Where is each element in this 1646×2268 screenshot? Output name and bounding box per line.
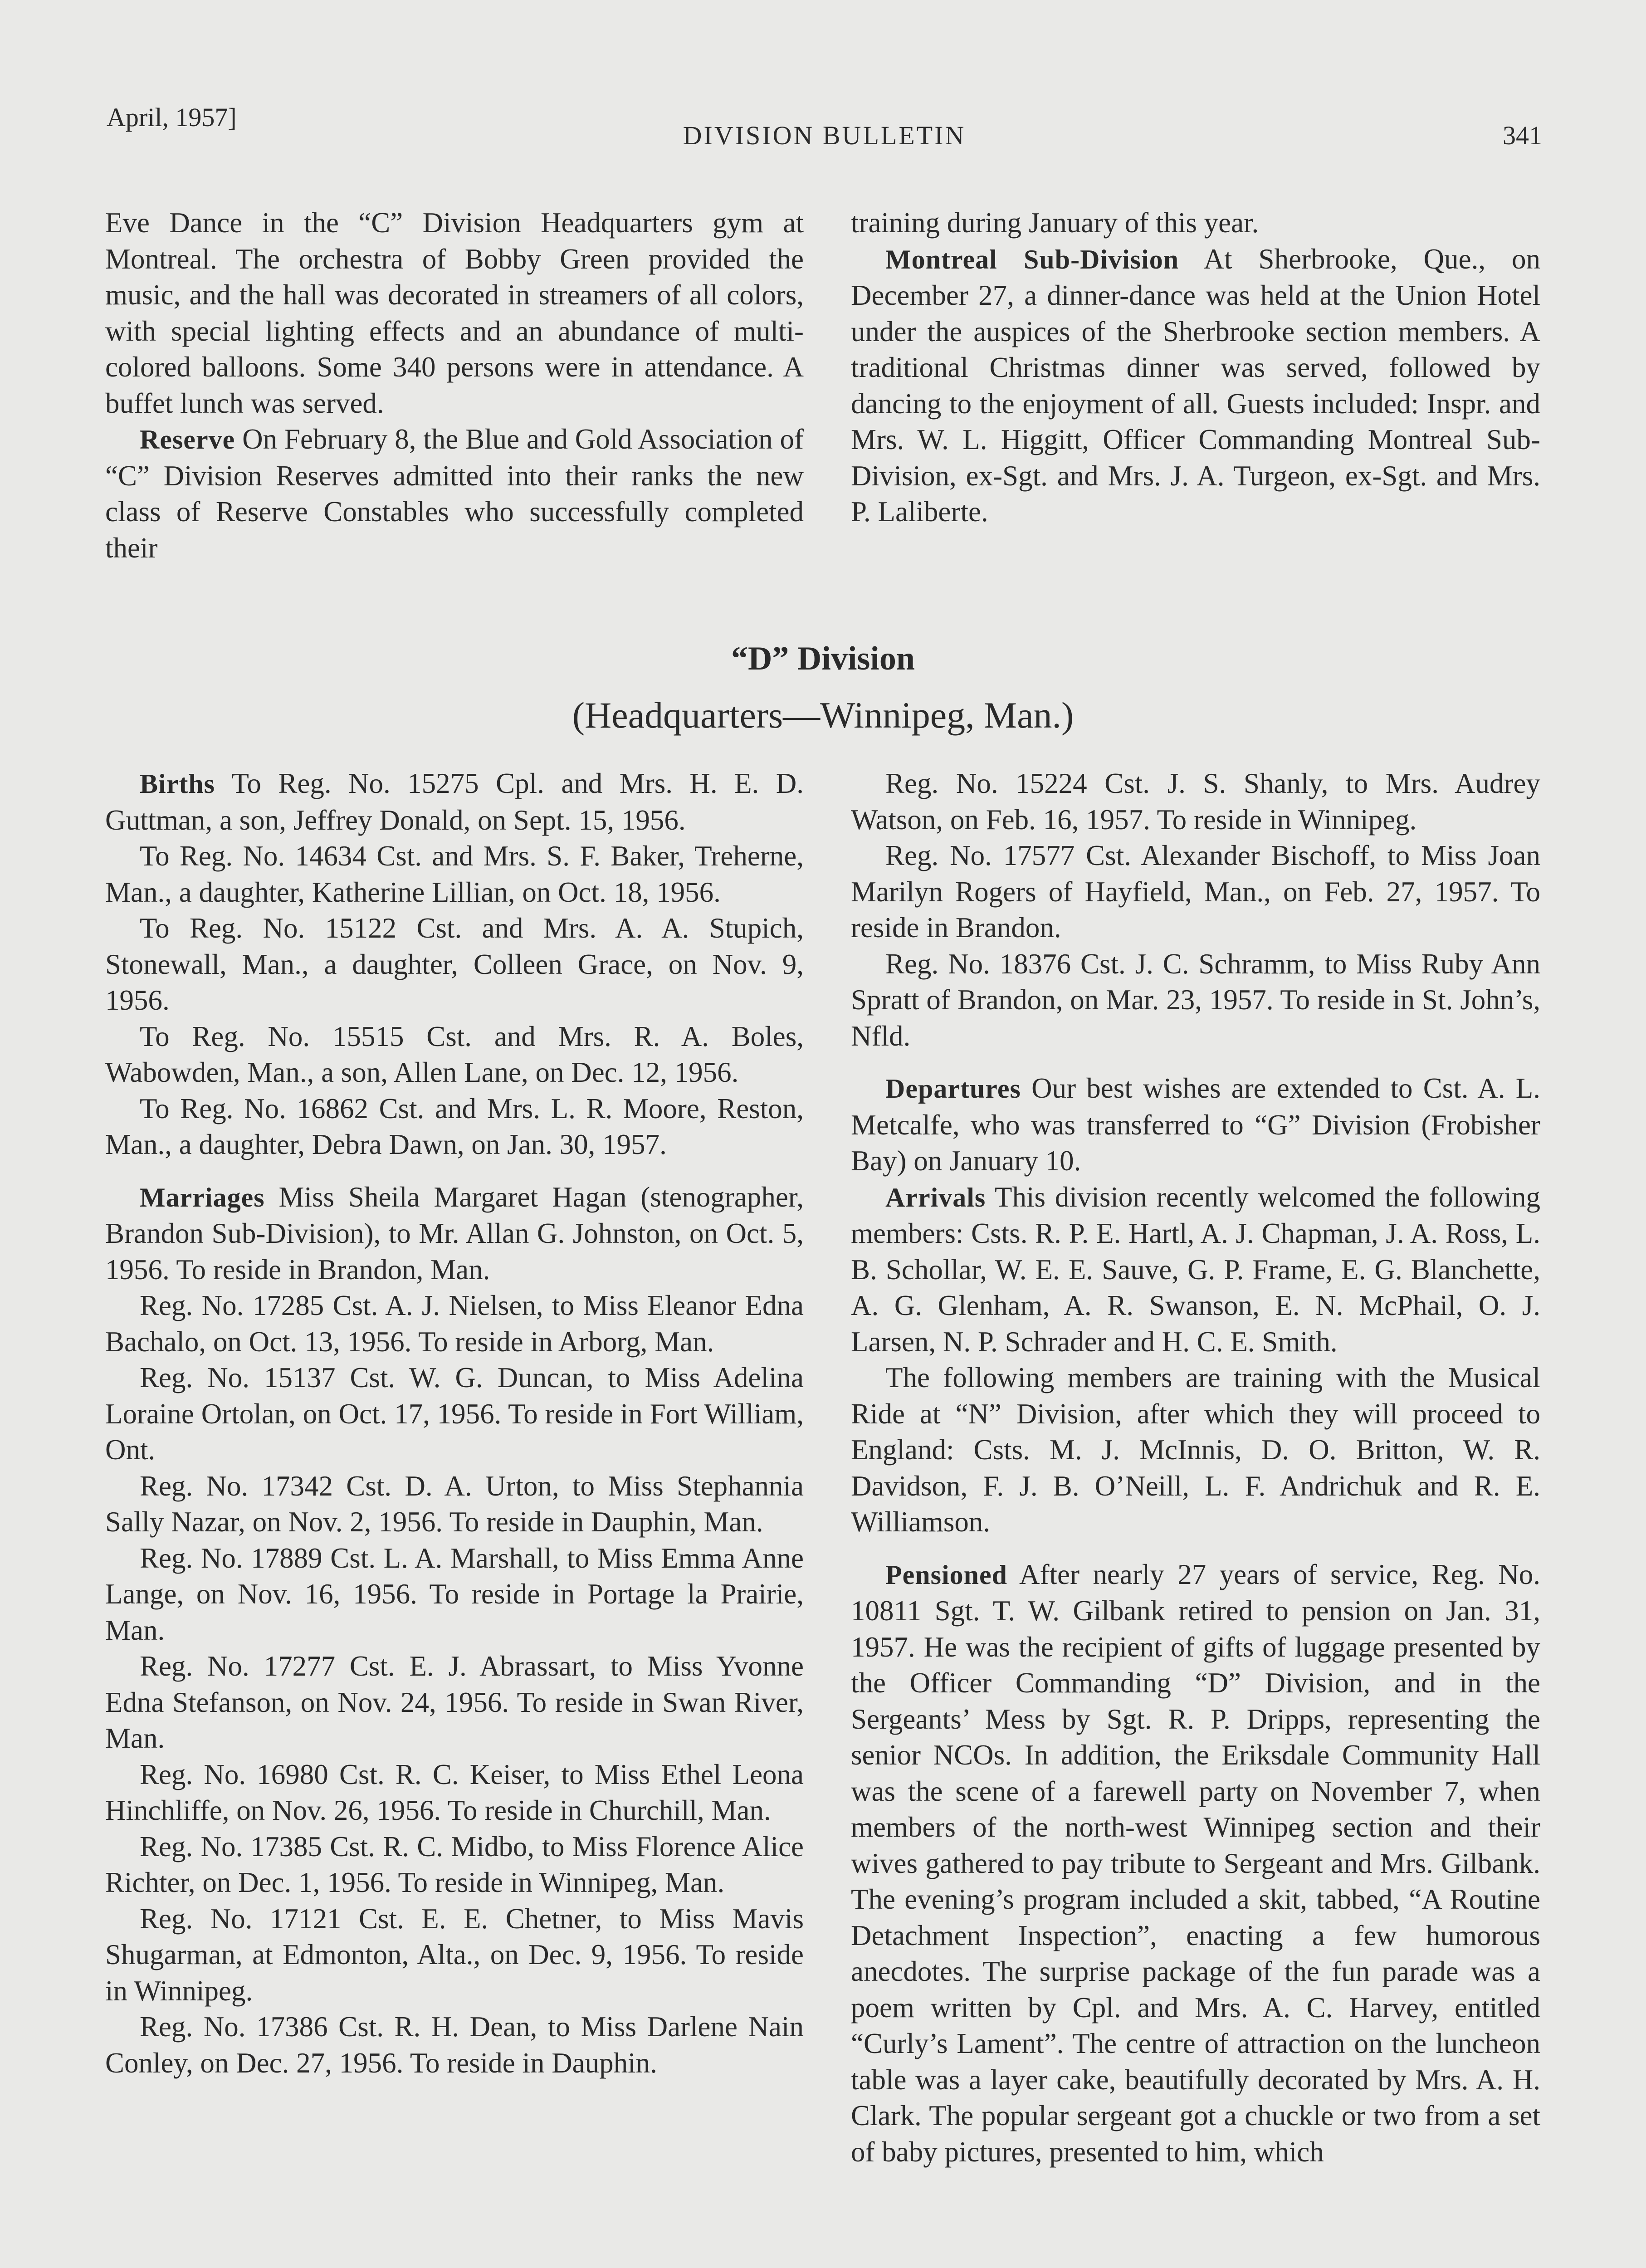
birth-entry: To Reg. No. 16862 Cst. and Mrs. L. R. Moore, Reston, Man., a daughter, Debra Dawn, on Jan. 30, 1957. <box>105 1092 804 1160</box>
birth-entry: To Reg. No. 15275 Cpl. and Mrs. H. E. D. Guttman, a son, Jeffrey Donald, on Sept. 15, 1956. <box>105 767 804 836</box>
marriage-entry: Reg. No. 17386 Cst. R. H. Dean, to Miss Darlene Nain Conley, on Dec. 27, 1956. To reside in Dauphin. <box>105 2011 804 2079</box>
paragraph <box>105 766 804 838</box>
arrivals-heading: Arrivals <box>885 1182 986 1212</box>
running-head <box>107 102 1542 152</box>
paragraph <box>851 241 1540 530</box>
birth-entry: To Reg. No. 14634 Cst. and Mrs. S. F. Baker, Treherne, Man., a daughter, Katherine Lillian, on Oct. 18, 1956. <box>105 840 804 908</box>
page-number: 341 <box>1503 121 1542 150</box>
marriage-entry: Reg. No. 15224 Cst. J. S. Shanly, to Mrs. Audrey Watson, on Feb. 16, 1957. To reside in Winnipeg. <box>851 767 1540 836</box>
births-heading: Births <box>140 769 215 799</box>
paragraph: The following members are training with the Musical Ride at “N” Division, after which they will proceed to England: Csts. M. J. McInnis, D. O. Britton, W. R. Davidson, F. J. B. O’Neill, L. F. Andrichuk and R. E. Williamson. <box>851 1362 1540 1538</box>
paragraph <box>105 421 804 566</box>
marriage-entry: Reg. No. 16980 Cst. R. C. Keiser, to Miss Ethel Leona Hinchliffe, on Nov. 26, 1956. To reside in Churchill, Man. <box>105 1758 804 1826</box>
top-left-column <box>105 205 804 566</box>
marriage-entry: Reg. No. 15137 Cst. W. G. Duncan, to Miss Adelina Loraine Ortolan, on Oct. 17, 1956. To reside in Fort William, Ont. <box>105 1362 804 1466</box>
marriage-entry: Reg. No. 17385 Cst. R. C. Midbo, to Miss Florence Alice Richter, on Dec. 1, 1956. To reside in Winnipeg, Man. <box>105 1830 804 1898</box>
paragraph <box>105 205 804 421</box>
marriages-heading: Marriages <box>140 1182 265 1212</box>
paragraph-text: This division recently welcomed the following members: Csts. R. P. E. Hartl, A. J. Chapman, J. A. Ross, L. B. Schollar, W. E. E. Sauve, G. P. Frame, E. G. Blanchette, A. G. Glenham, A. R. Swanson, E. N. McPhail, O. J. Larsen, N. P. Schrader and H. C. E. Smith. <box>851 1181 1540 1358</box>
birth-entry: To Reg. No. 15122 Cst. and Mrs. A. A. Stupich, Stonewall, Man., a daughter, Colleen Grace, on Nov. 9, 1956. <box>105 912 804 1016</box>
marriage-entry: Reg. No. 17277 Cst. E. J. Abrassart, to Miss Yvonne Edna Stefanson, on Nov. 24, 1956. To reside in Swan River, Man. <box>105 1650 804 1754</box>
departures-heading: Departures <box>885 1074 1021 1104</box>
paragraph <box>851 1070 1540 1179</box>
paragraph-text: training during January of this year. <box>851 207 1259 239</box>
top-right-column <box>851 205 1540 530</box>
paragraph-text: After nearly 27 years of service, Reg. No. 10811 Sgt. T. W. Gilbank retired to pension on Jan. 31, 1957. He was the recipient of gifts of luggage presented by the Officer Commanding “D” Division, and in the Sergeants’ Mess by Sgt. R. P. Dripps, representing the senior NCOs. In addition, the Eriksdale Community Hall was the scene of a farewell party on November 7, when members of the north-west Winnipeg section and their wives gathered to pay tribute to Sergeant and Mrs. Gilbank. The evening’s program included a skit, tabbed, “A Routine Detachment Inspection”, enacting a few humorous anecdotes. The surprise package of the fun parade was a poem written by Cpl. and Mrs. A. C. Harvey, entitled “Curly’s Lament”. The centre of attraction on the luncheon table was a layer cake, beautifully decorated by Mrs. A. H. Clark. The popular sergeant got a chuckle or two from a set of baby pictures, presented to him, which <box>851 1558 1540 2168</box>
paragraph-text: On February 8, the Blue and Gold Association of “C” Division Reserves admitted into their ranks the new class of Reserve Constables who successfully completed their <box>105 423 804 564</box>
marriage-entry: Reg. No. 18376 Cst. J. C. Schramm, to Miss Ruby Ann Spratt of Brandon, on Mar. 23, 1957. To reside in St. John’s, Nfld. <box>851 948 1540 1052</box>
paragraph <box>851 1557 1540 2170</box>
paragraph <box>851 1179 1540 1360</box>
division-subtitle: (Headquarters—Winnipeg, Man.) <box>572 694 1074 736</box>
marriage-entry: Reg. No. 17121 Cst. E. E. Chetner, to Miss Mavis Shugarman, at Edmonton, Alta., on Dec. 9, 1956. To reside in Winnipeg. <box>105 1902 804 2007</box>
paragraph-text: Eve Dance in the “C” Division Headquarters gym at Montreal. The orchestra of Bobby Green provided the music, and the hall was decorated in streamers of all colors, with special lighting effects and an abundance of multi-colored balloons. Some 340 persons were in attendance. A buffet lunch was served. <box>105 207 804 419</box>
paragraph-text: At Sherbrooke, Que., on December 27, a dinner-dance was held at the Union Hotel under the auspices of the Sherbrooke section members. A traditional Christmas dinner was served, followed by dancing to the enjoyment of all. Guests included: Inspr. and Mrs. W. L. Higgitt, Officer Commanding Montreal Sub-Division, ex-Sgt. and Mrs. J. A. Turgeon, ex-Sgt. and Mrs. P. Laliberte. <box>851 243 1540 528</box>
marriage-entry: Reg. No. 17889 Cst. L. A. Marshall, to Miss Emma Anne Lange, on Nov. 16, 1956. To reside in Portage la Prairie, Man. <box>105 1542 804 1646</box>
marriage-entry: Reg. No. 17342 Cst. D. A. Urton, to Miss Stephannia Sally Nazar, on Nov. 2, 1956. To reside in Dauphin, Man. <box>105 1470 804 1538</box>
paragraph-text: Our best wishes are extended to Cst. A. L. Metcalfe, who was transferred to “G” Division (Frobisher Bay) on January 10. <box>851 1072 1540 1177</box>
pensioned-heading: Pensioned <box>885 1559 1008 1590</box>
birth-entry: To Reg. No. 15515 Cst. and Mrs. R. A. Boles, Wabowden, Man., a son, Allen Lane, on Dec. 12, 1956. <box>105 1020 804 1088</box>
run-in-heading: Reserve <box>140 425 235 455</box>
marriage-entry: Reg. No. 17577 Cst. Alexander Bischoff, to Miss Joan Marilyn Rogers of Hayfield, Man., on Feb. 27, 1957. To reside in Brandon. <box>851 840 1540 943</box>
issue-date: April, 1957] <box>107 103 237 132</box>
paragraph <box>851 205 1540 241</box>
division-title: “D” Division <box>731 640 915 677</box>
marriage-entry: Miss Sheila Margaret Hagan (stenographer, Brandon Sub-Division), to Mr. Allan G. Johnston, on Oct. 5, 1956. To reside in Brandon, Man. <box>105 1181 804 1286</box>
run-in-heading: Montreal Sub-Division <box>885 244 1179 274</box>
bottom-right-column <box>851 766 1540 2170</box>
publication-title: DIVISION BULLETIN <box>683 121 966 150</box>
paragraph <box>105 1179 804 1288</box>
bottom-left-column <box>105 766 804 2081</box>
marriage-entry: Reg. No. 17285 Cst. A. J. Nielsen, to Miss Eleanor Edna Bachalo, on Oct. 13, 1956. To reside in Arborg, Man. <box>105 1290 804 1358</box>
